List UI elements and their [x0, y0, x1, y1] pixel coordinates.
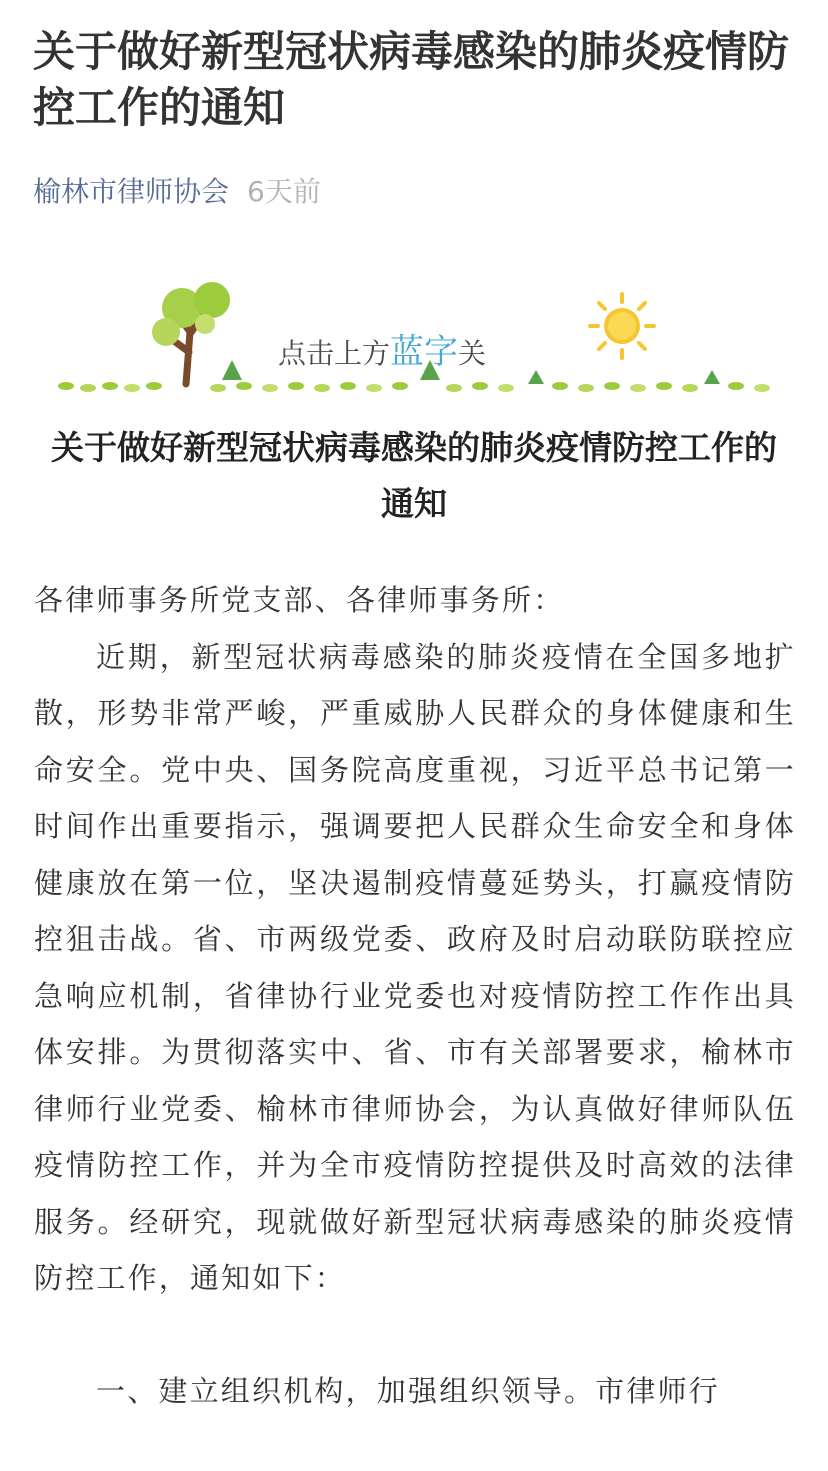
account-name-link[interactable]: 榆林市律师协会	[33, 175, 230, 208]
paragraph: 近期，新型冠状病毒感染的肺炎疫情在全国多地扩散，形势非常严峻，严重威胁人民群众的身体健康和生命安全。党中央、国务院高度重视，习近平总书记第一时间作出重要指示，强调要把人民群众生命安全和身体健康放在第一位，坚决遏制疫情蔓延势头，打赢疫情防控狙击战。省、市两级党委、政府及时启动联防联控应急响应机制，省律协行业党委也对疫情防控工作作出具体安排。为贯彻落实中、省、市有关部署要求，榆林市律师行业党委、榆林市律师协会，为认真做好律师队伍疫情防控工作，并为全市疫情防控提供及时高效的法律服务。经研究，现就做好新型冠状病毒感染的肺炎疫情防控工作，通知如下：	[34, 639, 796, 1295]
follow-prompt-prefix: 点击上方	[278, 337, 391, 370]
follow-banner	[0, 272, 828, 412]
article-body	[34, 572, 796, 1419]
publish-time: 6天前	[247, 175, 321, 208]
sun-icon	[590, 294, 654, 358]
salutation: 各律师事务所党支部、各律师事务所：	[34, 583, 565, 617]
tree-icon	[152, 282, 230, 384]
follow-prompt	[278, 332, 486, 374]
page-title: 关于做好新型冠状病毒感染的肺炎疫情防控工作的通知	[33, 27, 790, 132]
paragraph: 一、建立组织机构，加强组织领导。市律师行	[96, 1373, 721, 1408]
article-title: 关于做好新型冠状病毒感染的肺炎疫情防控工作的通知	[51, 428, 777, 523]
article-meta	[33, 170, 321, 214]
leaf-border	[58, 382, 770, 392]
follow-prompt-suffix: 关	[458, 337, 487, 370]
follow-prompt-highlight: 蓝字	[390, 332, 459, 372]
